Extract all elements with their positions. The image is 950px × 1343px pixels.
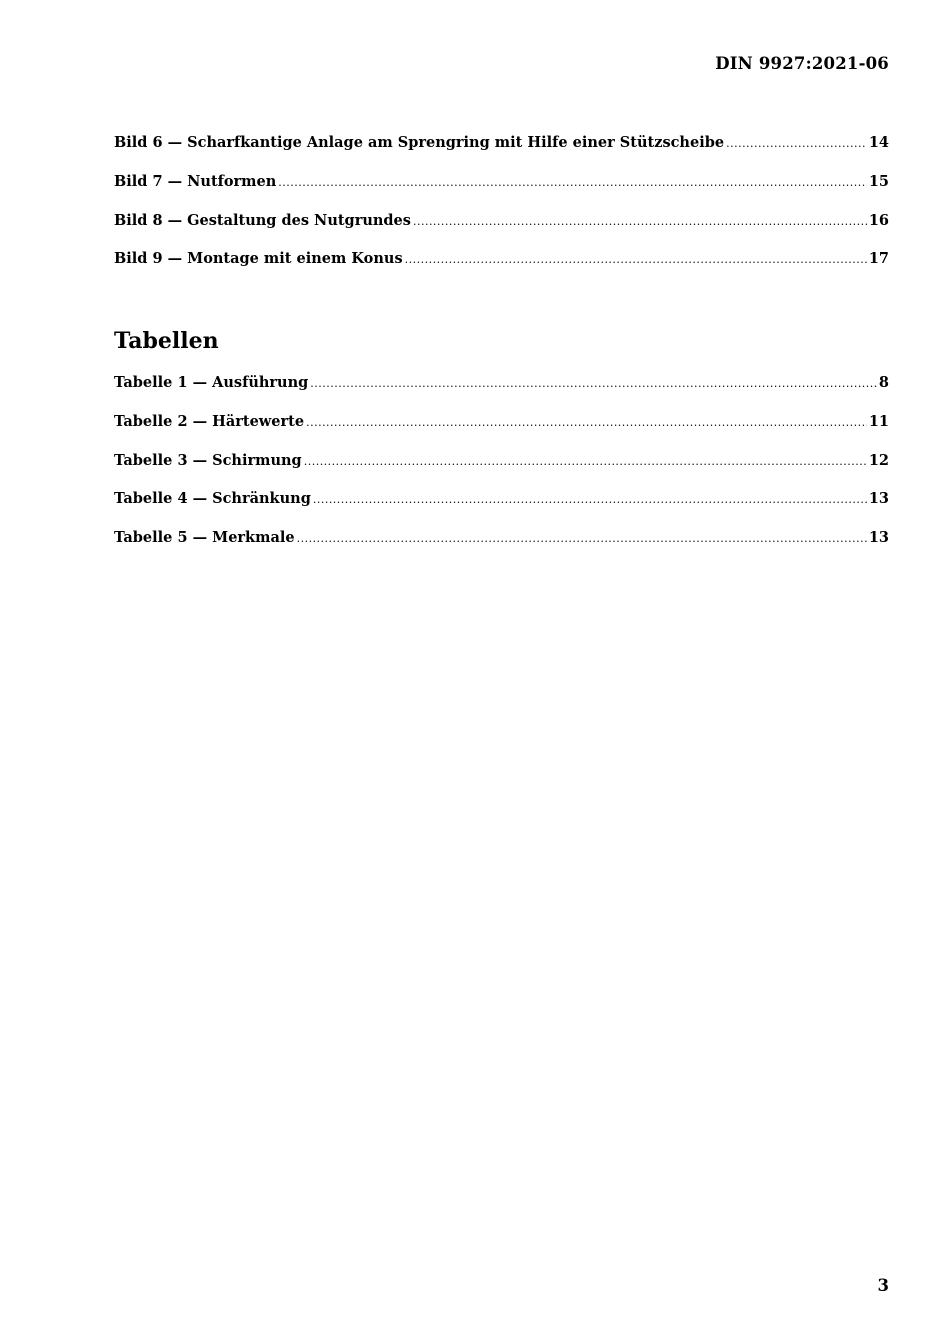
toc-entry-bild-6[interactable] — [114, 133, 889, 172]
dot-leader — [413, 212, 867, 232]
toc-entry-page: 12 — [868, 451, 889, 469]
dot-leader — [313, 490, 867, 510]
toc-entry-page: 14 — [868, 134, 889, 151]
toc-entry-page: 8 — [878, 374, 889, 391]
toc-entry-tabelle-5[interactable] — [114, 528, 889, 567]
dot-leader — [405, 250, 867, 270]
toc-entry-bild-9[interactable] — [114, 249, 889, 288]
dot-leader — [278, 173, 867, 193]
toc-entry-label: Bild 8 — Gestaltung des Nutgrundes — [114, 211, 411, 229]
dot-leader — [310, 374, 877, 394]
toc-entry-label: Tabelle 5 — Merkmale — [114, 529, 295, 547]
toc-entry-page: 13 — [868, 529, 889, 547]
toc-entry-label: Bild 9 — Montage mit einem Konus — [114, 250, 403, 268]
toc-entry-label: Tabelle 3 — Schirmung — [114, 451, 302, 469]
toc-entry-tabelle-4[interactable] — [114, 489, 889, 528]
dot-leader — [297, 529, 867, 549]
toc-entry-tabelle-1[interactable] — [114, 373, 889, 412]
toc-entry-tabelle-2[interactable] — [114, 412, 889, 451]
dot-leader — [726, 134, 867, 154]
toc-entry-page: 11 — [868, 412, 889, 430]
table-list — [114, 373, 889, 567]
toc-entry-bild-7[interactable] — [114, 172, 889, 211]
toc-entry-label: Tabelle 1 — Ausführung — [114, 374, 309, 391]
dot-leader — [304, 452, 867, 472]
dot-leader — [306, 413, 867, 433]
toc-entry-tabelle-3[interactable] — [114, 451, 889, 490]
toc-entry-page: 15 — [868, 172, 889, 190]
toc-entry-page: 13 — [868, 490, 889, 508]
document-id: DIN 9927:2021-06 — [715, 54, 889, 73]
toc-entry-label: Tabelle 4 — Schränkung — [114, 490, 311, 508]
section-heading-tabellen: Tabellen — [114, 328, 219, 354]
toc-entry-label: Tabelle 2 — Härtewerte — [114, 412, 305, 430]
toc-entry-page: 16 — [868, 211, 889, 229]
page-number: 3 — [877, 1276, 889, 1295]
figure-list — [114, 133, 889, 288]
toc-entry-label: Bild 6 — Scharfkantige Anlage am Sprengring mit Hilfe einer Stützscheibe — [114, 134, 725, 151]
toc-entry-page: 17 — [868, 250, 889, 268]
toc-entry-bild-8[interactable] — [114, 211, 889, 250]
toc-entry-label: Bild 7 — Nutformen — [114, 172, 277, 190]
